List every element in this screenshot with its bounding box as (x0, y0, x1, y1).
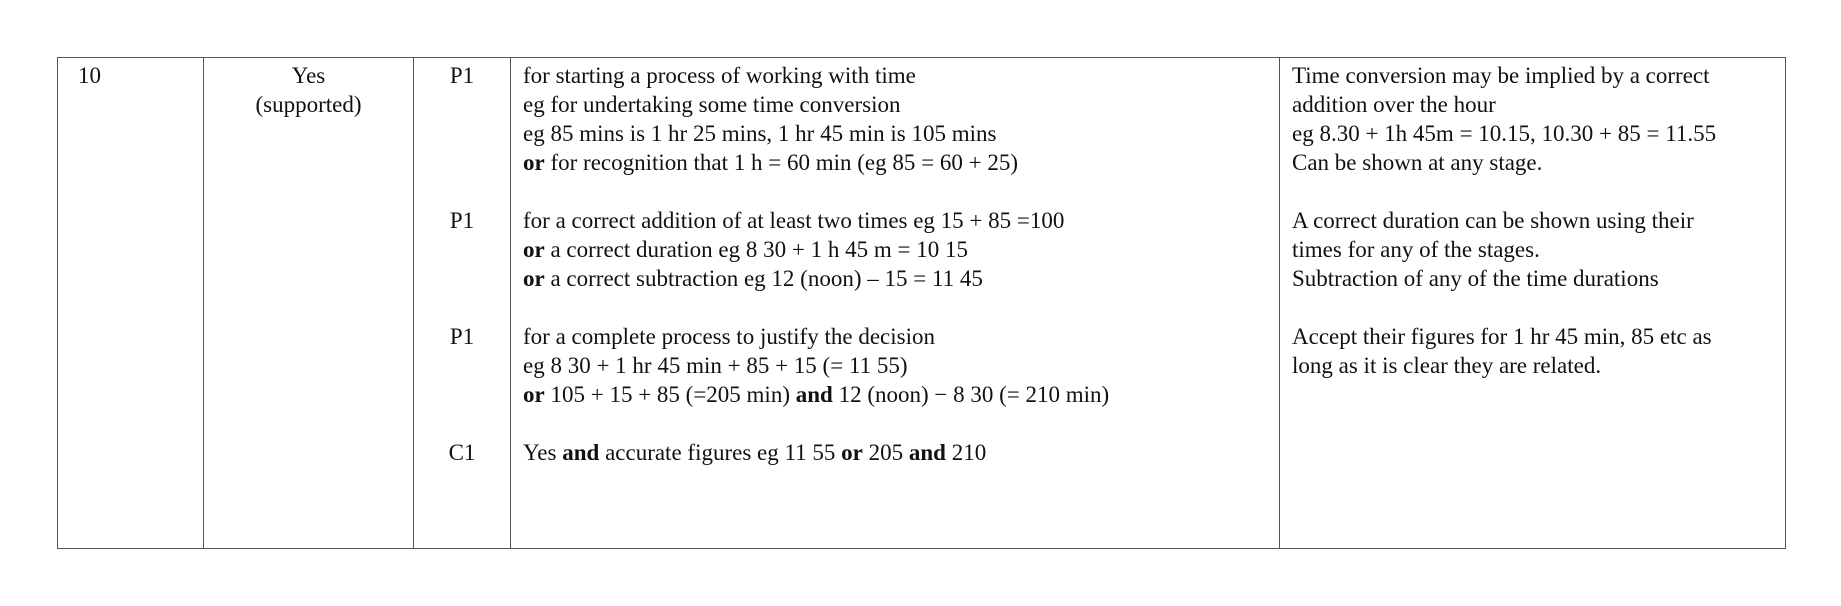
guidance-cell (1280, 58, 1785, 548)
mark-code: P1 (449, 208, 475, 233)
mark-note-line (523, 235, 1064, 264)
guidance-line: addition over the hour (1292, 92, 1496, 117)
mark-code: P1 (449, 63, 475, 88)
mark-note-text: a correct duration eg 8 30 + 1 h 45 m = 10 15 (544, 237, 968, 262)
mark-notes-block (523, 322, 1109, 409)
answer-qualifier: (supported) (255, 92, 362, 117)
mark-note-line (523, 90, 1018, 119)
mark-note-text: 105 + 15 + 85 (=205 min) (544, 382, 796, 407)
answer-cell (204, 58, 414, 548)
mark-code: P1 (449, 324, 475, 349)
mark-note-line (523, 119, 1018, 148)
question-number: 10 (78, 63, 101, 88)
question-number-cell (58, 58, 204, 548)
answer-text: Yes (291, 63, 326, 88)
mark-note-text: for recognition that 1 h = 60 min (eg 85 = 60 + 25) (544, 150, 1018, 175)
mark-note-line (523, 438, 986, 467)
mark-note-keyword: or (523, 382, 545, 407)
mark-note-text: for a complete process to justify the decision (523, 324, 935, 349)
guidance-line: times for any of the stages. (1292, 237, 1540, 262)
mark-note-text: for a correct addition of at least two times eg 15 + 85 =100 (523, 208, 1065, 233)
mark-notes-cell (511, 58, 1280, 548)
mark-note-line (523, 322, 1109, 351)
mark-note-line (523, 380, 1109, 409)
mark-note-keyword: or (841, 440, 863, 465)
mark-note-text: 210 (945, 440, 987, 465)
mark-note-keyword: and (795, 382, 833, 407)
guidance-line: eg 8.30 + 1h 45m = 10.15, 10.30 + 85 = 11.55 (1292, 121, 1717, 146)
mark-note-keyword: and (562, 440, 600, 465)
mark-note-keyword: or (523, 150, 545, 175)
guidance-block (1292, 61, 1716, 177)
guidance-line: Subtraction of any of the time durations (1292, 266, 1659, 291)
mark-code-cell (414, 58, 511, 548)
mark-note-text: eg 85 mins is 1 hr 25 mins, 1 hr 45 min is 105 mins (523, 121, 997, 146)
mark-note-keyword: or (523, 266, 545, 291)
guidance-block (1292, 322, 1712, 380)
mark-note-line (523, 61, 1018, 90)
mark-note-text: accurate figures eg 11 55 (599, 440, 842, 465)
mark-note-text: eg for undertaking some time conversion (523, 92, 901, 117)
mark-note-text: 12 (noon) − 8 30 (= 210 min) (832, 382, 1110, 407)
mark-note-line (523, 351, 1109, 380)
guidance-line: Can be shown at any stage. (1292, 150, 1543, 175)
mark-notes-block (523, 61, 1018, 177)
mark-note-text: for starting a process of working with time (523, 63, 916, 88)
mark-note-line (523, 206, 1064, 235)
mark-notes-block (523, 206, 1064, 293)
mark-note-text: eg 8 30 + 1 hr 45 min + 85 + 15 (= 11 55) (523, 353, 908, 378)
guidance-block (1292, 206, 1694, 293)
mark-code: C1 (448, 440, 476, 465)
mark-note-line (523, 148, 1018, 177)
mark-note-text: a correct subtraction eg 12 (noon) – 15 = 11 45 (544, 266, 983, 291)
mark-note-line (523, 264, 1064, 293)
mark-note-text: 205 (862, 440, 909, 465)
mark-note-keyword: or (523, 237, 545, 262)
mark-note-keyword: and (908, 440, 946, 465)
guidance-line: Time conversion may be implied by a correct (1292, 63, 1710, 88)
guidance-line: Accept their figures for 1 hr 45 min, 85 etc as (1292, 324, 1712, 349)
guidance-line: long as it is clear they are related. (1292, 353, 1602, 378)
mark-note-text: Yes (523, 440, 563, 465)
mark-notes-block (523, 438, 986, 467)
mark-scheme-table (57, 57, 1786, 549)
guidance-line: A correct duration can be shown using their (1292, 208, 1694, 233)
